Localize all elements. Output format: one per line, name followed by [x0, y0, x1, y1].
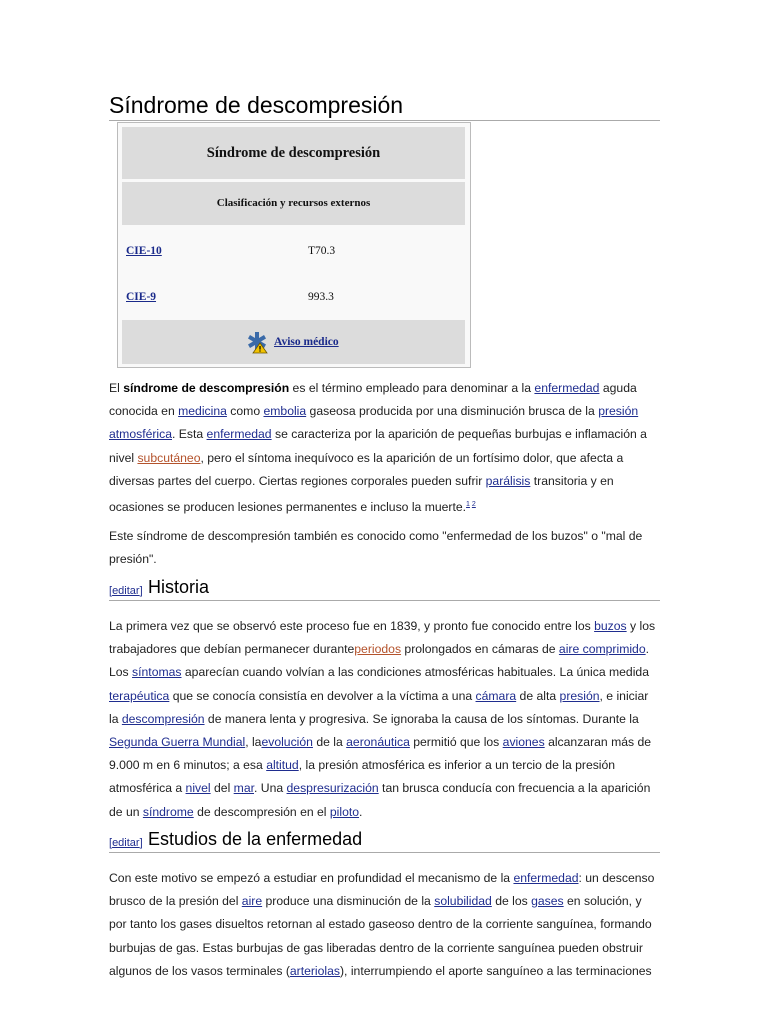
link-descompresion[interactable]: descompresión [121, 711, 205, 726]
heading-estudios: Estudios de la enfermedad [148, 829, 363, 849]
link-presion-atmosferica[interactable]: presión atmosférica [109, 404, 639, 442]
link-paralisis[interactable]: parálisis [485, 473, 531, 488]
link-despresurizacion[interactable]: despresurización [286, 781, 379, 796]
page-title: Síndrome de descompresión [109, 90, 660, 121]
section-heading-historia [109, 575, 660, 601]
cie10-value: T70.3 [308, 245, 336, 257]
link-aeronautica[interactable]: aeronáutica [346, 735, 410, 750]
link-aire[interactable]: aire [241, 894, 263, 909]
link-evolucion[interactable]: evolución [261, 735, 313, 750]
link-embolia[interactable]: embolia [263, 404, 307, 419]
infobox [117, 122, 471, 368]
link-sindrome[interactable]: síndrome [142, 804, 194, 819]
infobox-row-cie10 [122, 229, 465, 273]
link-camara[interactable]: cámara [475, 688, 517, 703]
link-buzos[interactable]: buzos [594, 619, 627, 633]
link-segunda-guerra-mundial[interactable]: Segunda Guerra Mundial [109, 735, 246, 750]
intro-paragraph: El síndrome de descompresión es el término empleado para denominar a la enfermedad aguda conocida en medicina como embolia gaseosa producida por una disminución brusca de la presión atmosférica. Esta enfermedad se caracteriza por la aparición de pequeñas burbujas e inflamación a nivel subcutáneo, pero el síntoma inequívoco es la aparición de un fortísimo dolor, que afecta a diversas partes del cuerpo. Ciertas regiones corporales pueden sufrir parálisis transitoria y en ocasiones se producen lesiones permanentes e incluso la muerte.$^{1 2}$ [109, 381, 647, 515]
cie9-link[interactable]: CIE-9 [126, 291, 157, 303]
infobox-footer [122, 320, 465, 364]
link-sintomas[interactable]: síntomas [132, 665, 182, 680]
link-gases[interactable]: gases [531, 894, 564, 909]
link-enfermedad[interactable]: enfermedad [534, 381, 600, 395]
cie9-value: 993.3 [308, 291, 334, 303]
heading-historia: Historia [148, 577, 210, 597]
link-subcutaneo[interactable]: subcutáneo [137, 450, 201, 465]
link-nivel[interactable]: nivel [185, 781, 211, 796]
aviso-medico-link[interactable]: Aviso médico [274, 336, 339, 348]
intro-paragraph-2: Este síndrome de descompresión también es conocido como "enfermedad de los buzos" o "mal de presión". [109, 529, 643, 567]
edit-historia: [editar] [109, 585, 143, 597]
link-medicina[interactable]: medicina [178, 404, 227, 419]
ref-1[interactable]: 1 [466, 501, 470, 509]
infobox-subheader: Clasificación y recursos externos [122, 182, 465, 225]
infobox-header: Síndrome de descompresión [122, 127, 465, 179]
edit-estudios: [editar] [109, 837, 143, 849]
medical-warning-icon [246, 330, 270, 354]
link-enfermedad-3[interactable]: enfermedad [513, 871, 579, 885]
estudios-paragraph: Con este motivo se empezó a estudiar en profundidad el mecanismo de la enfermedad: un descenso brusco de la presión del aire produce una disminución de la solubilidad de los gases en solución, y por tanto los gases disueltos retornan al estado gaseoso dentro de la corriente sanguínea, formando burbujas de gas. Estas burbujas de gas liberadas dentro de la corriente sanguínea pueden obstruir algunos de los vasos terminales (arteriolas), interrumpiendo el aporte sanguíneo a las terminaciones [109, 871, 655, 978]
section-heading-estudios [109, 827, 660, 853]
link-aviones[interactable]: aviones [502, 735, 545, 750]
link-enfermedad-2[interactable]: enfermedad [206, 427, 272, 442]
link-terapeutica[interactable]: terapéutica [109, 688, 170, 703]
link-solubilidad[interactable]: solubilidad [434, 894, 492, 909]
link-aire-comprimido[interactable]: aire comprimido [558, 642, 646, 657]
historia-paragraph: La primera vez que se observó este proceso fue en 1839, y pronto fue conocido entre los buzos y los trabajadores que debían permanecer duranteperiodos prolongados en cámaras de aire comprimido. Los síntomas aparecían cuando volvían a las condiciones atmosféricas habituales. La única medida terapéutica que se conocía consistía en devolver a la víctima a una cámara de alta presión, e iniciar la descompresión de manera lenta y progresiva. Se ignoraba la causa de los síntomas. Durante la Segunda Guerra Mundial, laevolución de la aeronáutica permitió que los aviones alcanzaran más de 9.000 m en 6 minutos; a esa altitud, la presión atmosférica es inferior a un tercio de la presión atmosférica a nivel del mar. Una despresurización tan brusca conducía con frecuencia a la aparición de un síndrome de descompresión en el piloto. [109, 619, 656, 819]
edit-estudios-link[interactable]: editar [112, 837, 140, 849]
bold-term: síndrome de descompresión [123, 381, 290, 395]
infobox-row-cie9 [122, 275, 465, 319]
link-arteriolas[interactable]: arteriolas [289, 963, 340, 978]
link-piloto[interactable]: piloto [329, 804, 360, 819]
cie10-link[interactable]: CIE-10 [126, 245, 162, 257]
edit-historia-link[interactable]: editar [112, 585, 140, 597]
link-mar[interactable]: mar [233, 781, 254, 796]
ref-2[interactable]: 2 [471, 501, 476, 509]
link-periodos[interactable]: periodos [354, 642, 402, 657]
link-altitud[interactable]: altitud [266, 758, 299, 773]
link-presion[interactable]: presión [559, 688, 600, 703]
